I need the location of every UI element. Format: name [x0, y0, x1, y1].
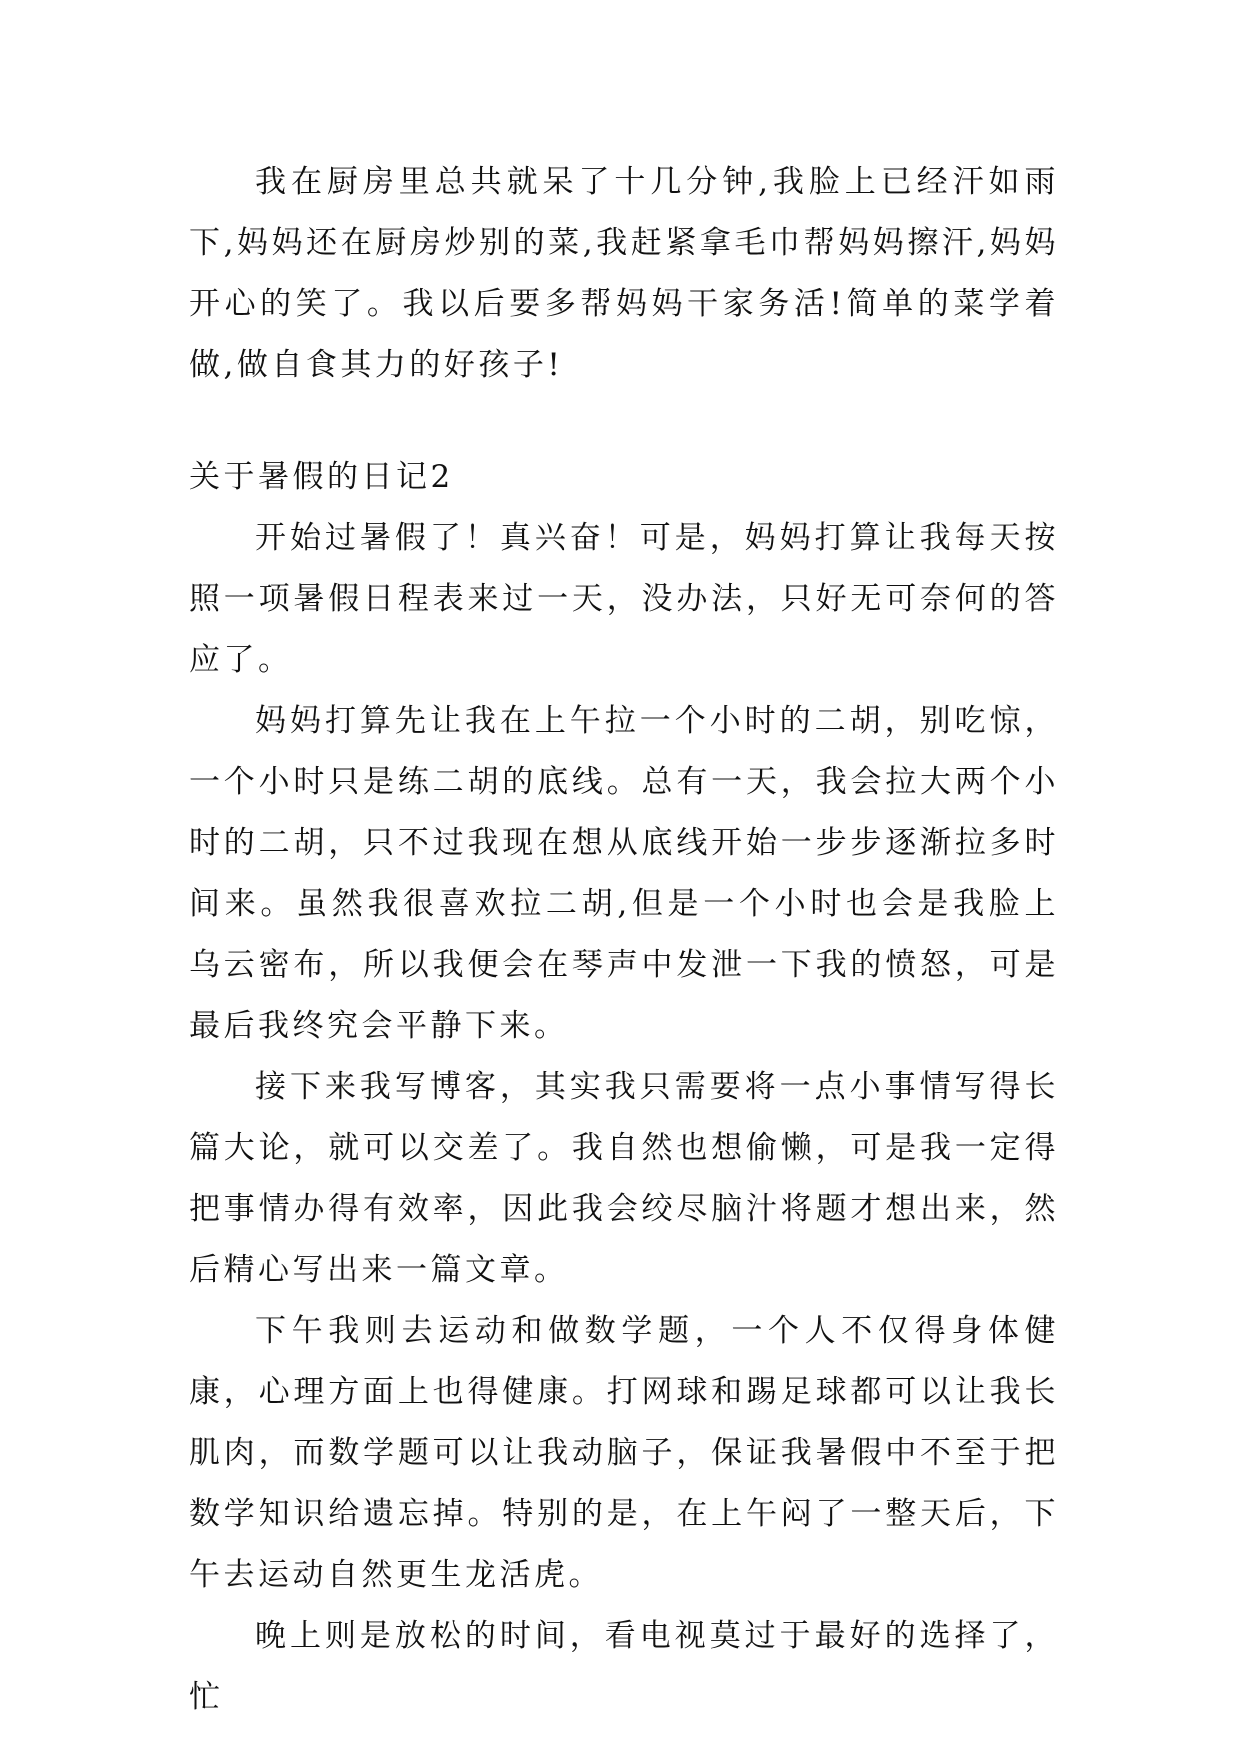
body-text-block-1	[189, 152, 1059, 396]
section-title: 关于暑假的日记2	[189, 459, 454, 495]
paragraph-5: 下午我则去运动和做数学题，一个人不仅得身体健康，心理方面上也得健康。打网球和踢足球都可以让我长肌肉，而数学题可以让我动脑子，保证我暑假中不至于把数学知识给遗忘掉。特别的是，在上午闷了一整天后，下午去运动自然更生龙活虎。	[189, 1313, 1059, 1593]
section-heading-block	[189, 447, 1059, 508]
paragraph-2: 开始过暑假了！真兴奋！可是，妈妈打算让我每天按照一项暑假日程表来过一天，没办法，只好无可奈何的答应了。	[189, 520, 1059, 678]
paragraph-4: 接下来我写博客，其实我只需要将一点小事情写得长篇大论，就可以交差了。我自然也想偷懒，可是我一定得把事情办得有效率，因此我会绞尽脑汁将题才想出来，然后精心写出来一篇文章。	[189, 1069, 1059, 1288]
paragraph-3: 妈妈打算先让我在上午拉一个小时的二胡，别吃惊，一个小时只是练二胡的底线。总有一天，我会拉大两个小时的二胡，只不过我现在想从底线开始一步步逐渐拉多时间来。虽然我很喜欢拉二胡,但是一个小时也会是我脸上乌云密布，所以我便会在琴声中发泄一下我的愤怒，可是最后我终究会平静下来。	[189, 703, 1059, 1044]
paragraph-6: 晚上则是放松的时间，看电视莫过于最好的选择了，忙	[189, 1618, 1059, 1715]
body-text-block-2	[189, 508, 1059, 1728]
paragraph-1: 我在厨房里总共就呆了十几分钟,我脸上已经汗如雨下,妈妈还在厨房炒别的菜,我赶紧拿毛巾帮妈妈擦汗,妈妈开心的笑了。我以后要多帮妈妈干家务活!简单的菜学着做,做自食其力的好孩子!	[189, 164, 1059, 383]
